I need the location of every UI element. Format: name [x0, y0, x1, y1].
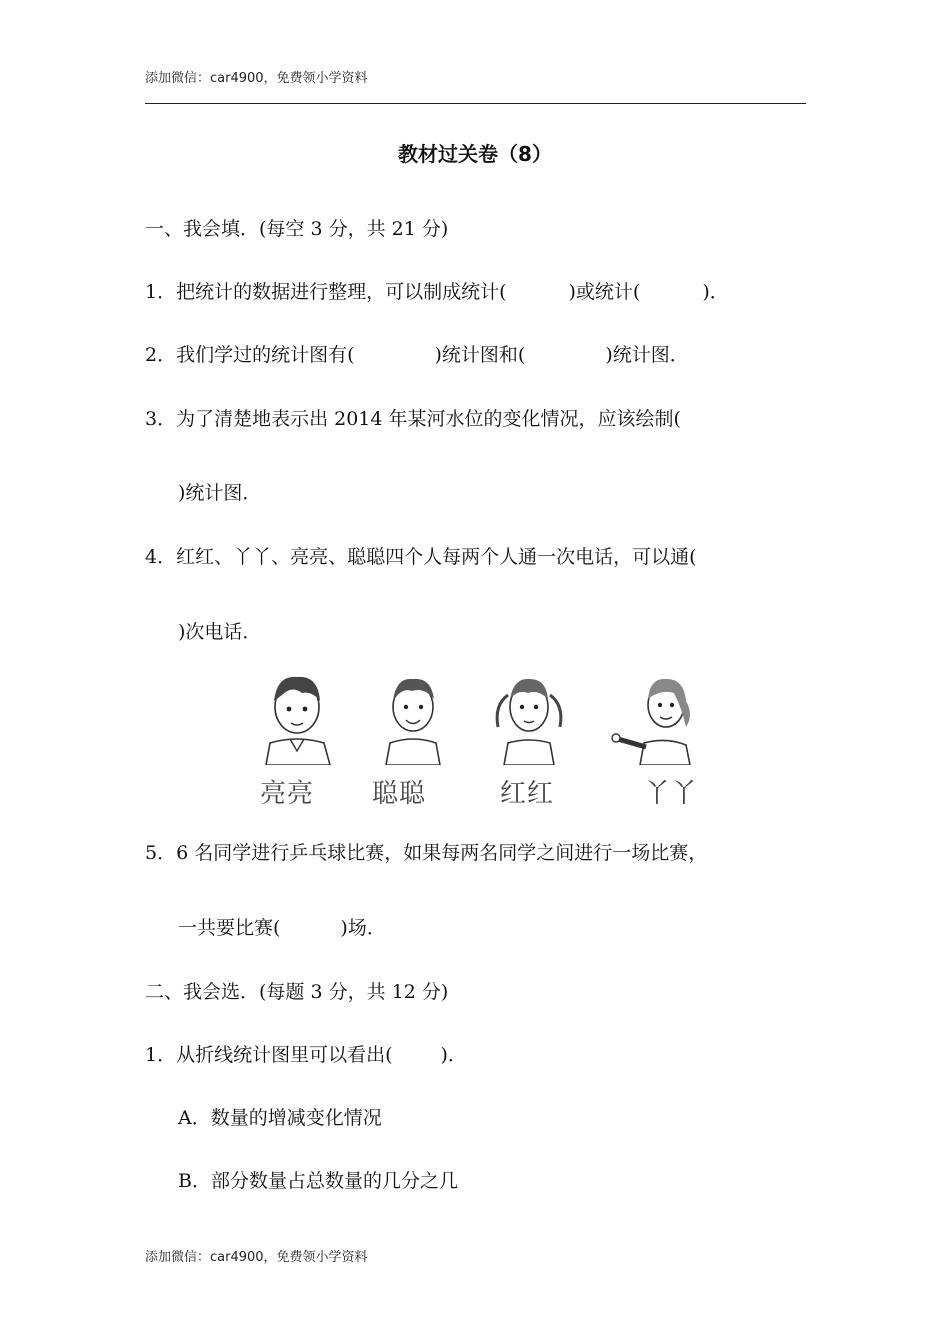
q1-1-part-c: )．	[702, 281, 729, 303]
question-2-1	[145, 1040, 467, 1067]
page-footer: 添加微信：car4900，免费领小学资料	[145, 1250, 368, 1265]
question-1-1	[145, 277, 729, 304]
option-a[interactable]: A．数量的增减变化情况	[178, 1107, 382, 1129]
children-illustration	[240, 665, 720, 810]
page-title: 教材过关卷（8）	[398, 142, 552, 166]
kid-label-honghong: 红红	[500, 779, 555, 809]
question-1-4-line-2: )次电话．	[178, 621, 262, 643]
header-rule	[145, 103, 806, 104]
section-2-heading: 二、我会选．(每题 3 分，共 12 分)	[145, 981, 449, 1003]
q1-1-part-a: 1．把统计的数据进行整理，可以制成统计(	[145, 281, 507, 303]
q1-2-part-b: )统计图和(	[434, 344, 526, 366]
question-1-3-line-1: 3．为了清楚地表示出 2014 年某河水位的变化情况，应该绘制(	[145, 408, 681, 430]
page-header: 添加微信：car4900，免费领小学资料	[145, 71, 368, 86]
question-1-5-line-2	[178, 913, 386, 940]
q2-1-stem-b: )．	[440, 1044, 467, 1066]
question-1-3-line-2: )统计图．	[178, 482, 262, 504]
question-1-5-line-1: 5．6 名同学进行乒乓球比赛，如果每两名同学之间进行一场比赛，	[145, 842, 708, 864]
q1-2-part-a: 2．我们学过的统计图有(	[145, 344, 355, 366]
question-1-2	[145, 340, 689, 367]
q1-5-part-b: 一共要比赛(	[178, 917, 281, 939]
q1-5-part-c: )场．	[340, 917, 386, 939]
kid-label-yaya: 丫丫	[644, 779, 699, 809]
girl-yaya-icon	[610, 665, 700, 765]
kid-label-liangliang: 亮亮	[260, 779, 315, 809]
boy-liangliang-icon	[252, 665, 342, 765]
q1-2-part-c: )统计图．	[605, 344, 689, 366]
option-b[interactable]: B．部分数量占总数量的几分之几	[178, 1170, 458, 1192]
section-1-heading: 一、我会填．(每空 3 分，共 21 分)	[145, 218, 449, 240]
girl-honghong-icon	[484, 665, 574, 765]
boy-congcong-icon	[368, 665, 458, 765]
kid-label-congcong: 聪聪	[372, 779, 427, 809]
q1-1-part-b: )或统计(	[568, 281, 641, 303]
question-1-4-line-1: 4．红红、丫丫、亮亮、聪聪四个人每两个人通一次电话，可以通(	[145, 546, 697, 568]
q2-1-stem-a: 1．从折线统计图里可以看出(	[145, 1044, 393, 1066]
